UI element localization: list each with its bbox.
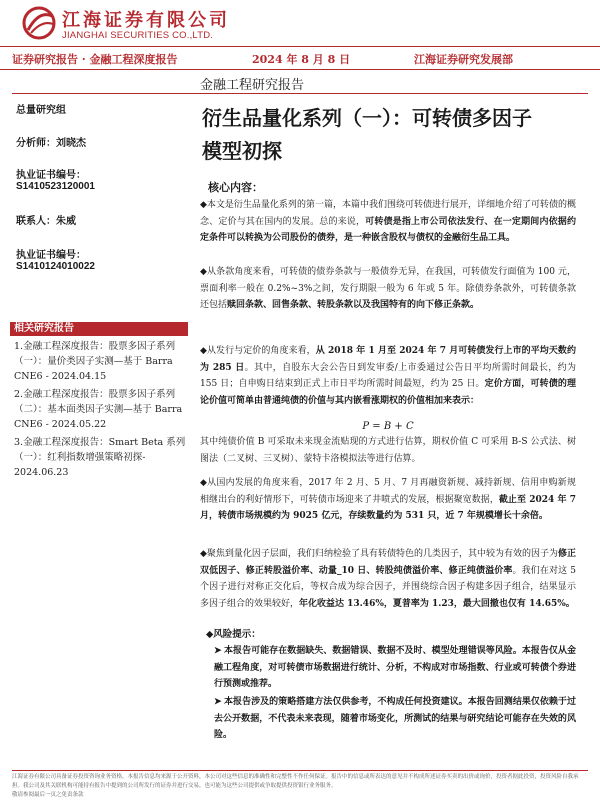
cert-code-analyst: S1410523120001 bbox=[16, 181, 95, 192]
summary-paragraph-factors: ◆聚焦到量化因子层面，我们归纳检验了具有转债特色的几类因子，其中较为有效的因子为修正双低因子、修正转股溢价率、动量_10 日、转股纯债溢价率、修正纯债溢价率。我们在对这 5 个因子进行对称正交化后，等权合成为综合因子，并围绕综合因子构建多因子组合，结果显示多因子组合的效果较好，年化收益达 13.46%，夏普率为 1.23，最大回撤也仅有 14.65%。 bbox=[200, 549, 576, 609]
header-divider bbox=[12, 93, 588, 94]
core-content-title: 核心内容： bbox=[208, 181, 263, 194]
summary-paragraph-market: ◆从国内发展的角度来看，2017 年 2 月、5 月、7 月再融资新规、减持新规、信用申购新规相继出台的利好情形下，可转债市场迎来了井喷式的发展，根据聚宽数据，截止至 2024 年 7 月，转债市场规模约为 9025 亿元，存续数量约为 531 只，近 7 年规模增长十余倍。 bbox=[200, 478, 576, 521]
analyst-name: 分析师：刘晓杰 bbox=[16, 138, 86, 149]
risk-item: ➤ 本报告涉及的策略搭建方法仅供参考，不构成任何投资建议。本报告回测结果仅依赖于过去公开数据，不代表未来表现，随着市场变化，所测试的结果与研究结论可能存在失效的风险。 bbox=[214, 694, 576, 744]
pricing-formula: P = B + C bbox=[362, 421, 414, 432]
related-report-item[interactable]: 3.金融工程深度报告：Smart Beta 系列（一）：红利指数增强策略初探- 2024.06.23 bbox=[14, 437, 186, 478]
related-reports-header: 相关研究报告 bbox=[10, 322, 188, 336]
summary-paragraph-terms: ◆从条款角度来看，可转债的债券条款与一般债券无异，在我国，可转债发行面值为 100 元，票面利率一般在 0.2%~3%之间，发行期限一般为 6 年或 5 年。除债券条款外，可转债条款还包括赎回条款、回售条款、转股条款以及我国特有的向下修正条款。 bbox=[200, 267, 576, 310]
footer-disclaimer: 江海证券有限公司具备证券投资咨询业务资格，本报告信息均来源于公开资料，本公司对这些信息的准确性和完整性不作任何保证。报告中的信息或所表达的意见并不构成所述证券买卖的出价或询价，投资者据此投资，投资风险自我承担。我公司及其关联机构可能持有报告中提到的公司所发行的证券并进行交易，也可能为这些公司提供或争取提供投资银行业务服务。 敬请参阅最后一页之免责条款 bbox=[12, 774, 579, 798]
research-department: 江海证券研究发展部 bbox=[414, 53, 513, 66]
risk-item: ➤ 本报告可能存在数据缺失、数据错误、数据不及时、模型处理错误等风险。本报告仅从金融工程角度，对可转债市场数据进行统计、分析，不构成对市场指数、行业或可转债个券进行预测或推荐。 bbox=[214, 643, 576, 693]
report-category: 证券研究报告 · 金融工程深度报告 bbox=[12, 53, 178, 66]
cert-label-contact: 执业证书编号： bbox=[16, 250, 86, 261]
related-report-item[interactable]: 2.金融工程深度报告：股票多因子系列（二）：基本面类因子实测—基于 Barra CNE6 - 2024.05.22 bbox=[14, 389, 183, 430]
research-team: 总量研究组 bbox=[16, 105, 66, 116]
risk-warning-title: ◆风险提示： bbox=[206, 629, 261, 640]
report-type: 金融工程研究报告 bbox=[200, 78, 305, 93]
report-title-line1: 衍生品量化系列（一）：可转债多因子 bbox=[202, 106, 532, 130]
report-title-line2: 模型初探 bbox=[202, 139, 282, 163]
cert-label-analyst: 执业证书编号： bbox=[16, 170, 86, 181]
bullet-icon: ➤ bbox=[214, 646, 222, 656]
report-date: 2024 年 8 月 8 日 bbox=[252, 53, 351, 66]
summary-paragraph-intro: ◆本文是衍生品量化系列的第一篇，本篇中我们围绕可转债进行展开，详细地介绍了可转债的概念、定价与其在国内的发展。总的来说，可转债是指上市公司依法发行、在一定期间内依据约定条件可以转换为公司股份的债券，是一种嵌含股权与债权的金融衍生品工具。 bbox=[200, 200, 576, 243]
cert-code-contact: S1410124010022 bbox=[16, 261, 95, 272]
contact-name: 联系人：朱威 bbox=[16, 216, 76, 227]
company-name-en: JIANGHAI SECURITIES CO.,LTD. bbox=[62, 30, 214, 41]
summary-paragraph-valuation: 其中纯债价值 B 可采取未来现金流贴现的方式进行估算，期权价值 C 可采用 B-S 公式法、树图法（二叉树、三叉树）、蒙特卡洛模拟法等进行估算。 bbox=[200, 437, 576, 464]
summary-paragraph-pricing: ◆从发行与定价的角度来看，从 2018 年 1 月至 2024 年 7 月可转债发行上市的平均天数约为 285 日。其中，自股东大会公告日到发审委/上市委通过公告日平均所需时间最长，约为 155 日；自申购日结束到正式上市日平均所需时间最短，约为 25 日。定价方面，可转债的理论价值可简单由普通纯债的价值与其内嵌看涨期权的价值相加来表示： bbox=[200, 346, 576, 406]
related-report-item[interactable]: 1.金融工程深度报告：股票多因子系列（一）：量价类因子实测—基于 Barra CNE6 - 2024.04.15 bbox=[14, 341, 176, 382]
company-name-cn: 江海证券有限公司 bbox=[62, 10, 230, 31]
bullet-icon: ➤ bbox=[214, 697, 222, 707]
company-logo-icon bbox=[22, 6, 56, 40]
footer-divider bbox=[12, 770, 588, 771]
